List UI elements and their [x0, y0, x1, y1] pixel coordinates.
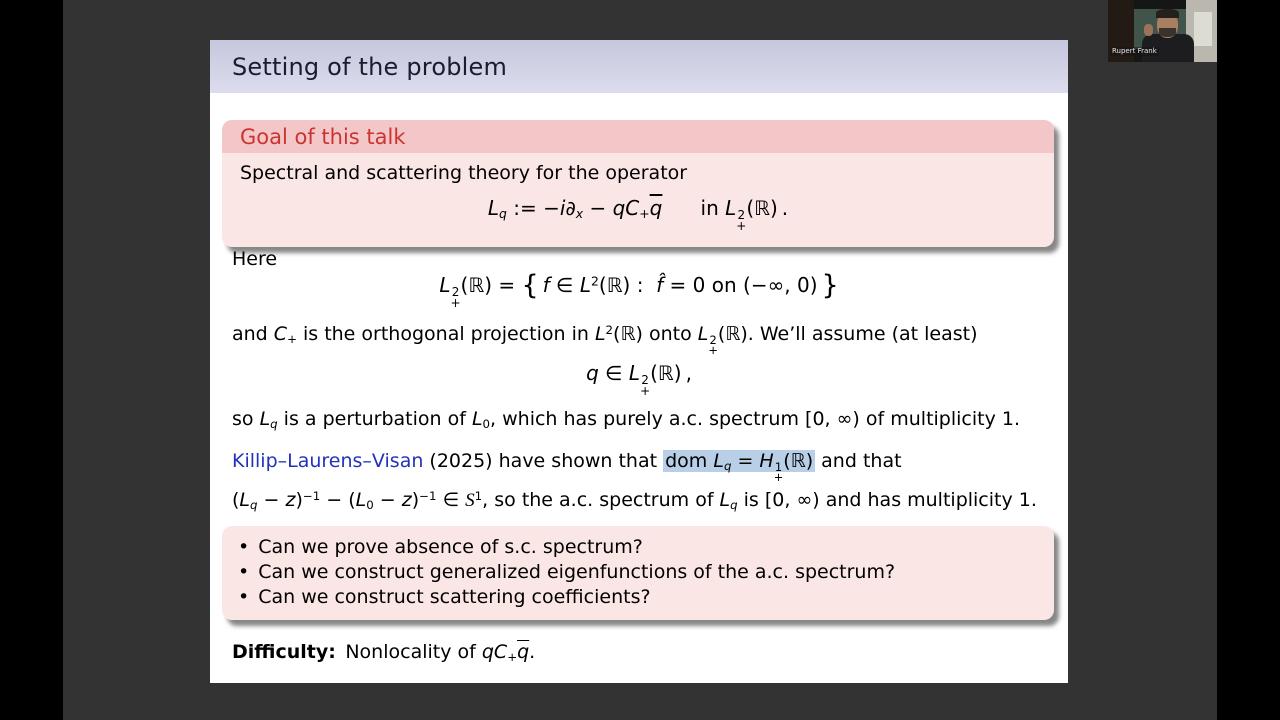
here-label: Here: [232, 248, 278, 270]
operator-formula: $L_q$ := $-i\partial_x - qC_+\overline{q}$ in L 2 + (ℝ) .: [487, 196, 789, 234]
difficulty-text: Nonlocality of $qC_+\overline{q}$.: [335, 641, 536, 664]
participant-name-label: Rupert Frank: [1112, 47, 1157, 55]
klv-mid-text: (2025) have shown that: [423, 450, 664, 472]
goal-box: [222, 120, 1054, 247]
klv-paragraph: [232, 448, 1046, 518]
difficulty-line: [232, 639, 1046, 670]
goal-intro: Spectral and scattering theory for the operator: [240, 162, 688, 184]
goal-box-header: Goal of this talk: [222, 120, 1054, 153]
screen-share-stage: [63, 0, 1217, 720]
presentation-slide: [210, 40, 1068, 683]
cplus-projection-line: and $C_+$ is the orthogonal projection in $L^2(ℝ)$ onto L 2 + (ℝ). We’ll assume (at least): [232, 322, 978, 358]
q-assumption-formula: q ∈ L 2 + (ℝ) ,: [586, 361, 692, 399]
question-item: • Can we construct scattering coefficients?: [222, 585, 1054, 610]
resolvent-line: $(L_q - z)^{-1} - (L_0 - z)^{-1}$ ∈ $S^1$, so the a.c. spectrum of $L_q$ is [0, ∞) and has multiplicity 1.: [232, 489, 1037, 513]
difficulty-label: Difficulty:: [232, 641, 336, 663]
questions-box: [222, 526, 1054, 620]
perturbation-line: so $L_q$ is a perturbation of $L_0$, which has purely a.c. spectrum [0, ∞) of multiplicity 1.: [232, 408, 1020, 431]
wall-panel: [1194, 12, 1212, 46]
speaker-hand: [1144, 24, 1153, 36]
slide-title-bar: [210, 40, 1068, 93]
klv-citation: Killip–Laurens–Visan: [232, 450, 424, 472]
speaker-beard: [1159, 28, 1176, 37]
slide-title: Setting of the problem: [232, 52, 508, 81]
question-item: • Can we prove absence of s.c. spectrum?: [222, 535, 1054, 560]
question-item: • Can we construct generalized eigenfunctions of the a.c. spectrum?: [222, 560, 1054, 585]
domain-highlight: dom $L_q = H$ 1 + (ℝ): [665, 450, 814, 485]
lplus-definition-formula: L 2 + (ℝ) = { f ∈ $L^2(ℝ)$ : f̂ = 0 on (−∞, 0) }: [439, 270, 839, 311]
webcam-video-tile[interactable]: [1108, 0, 1217, 62]
klv-tail-text: and that: [815, 450, 902, 472]
speaker-hair: [1156, 9, 1179, 18]
